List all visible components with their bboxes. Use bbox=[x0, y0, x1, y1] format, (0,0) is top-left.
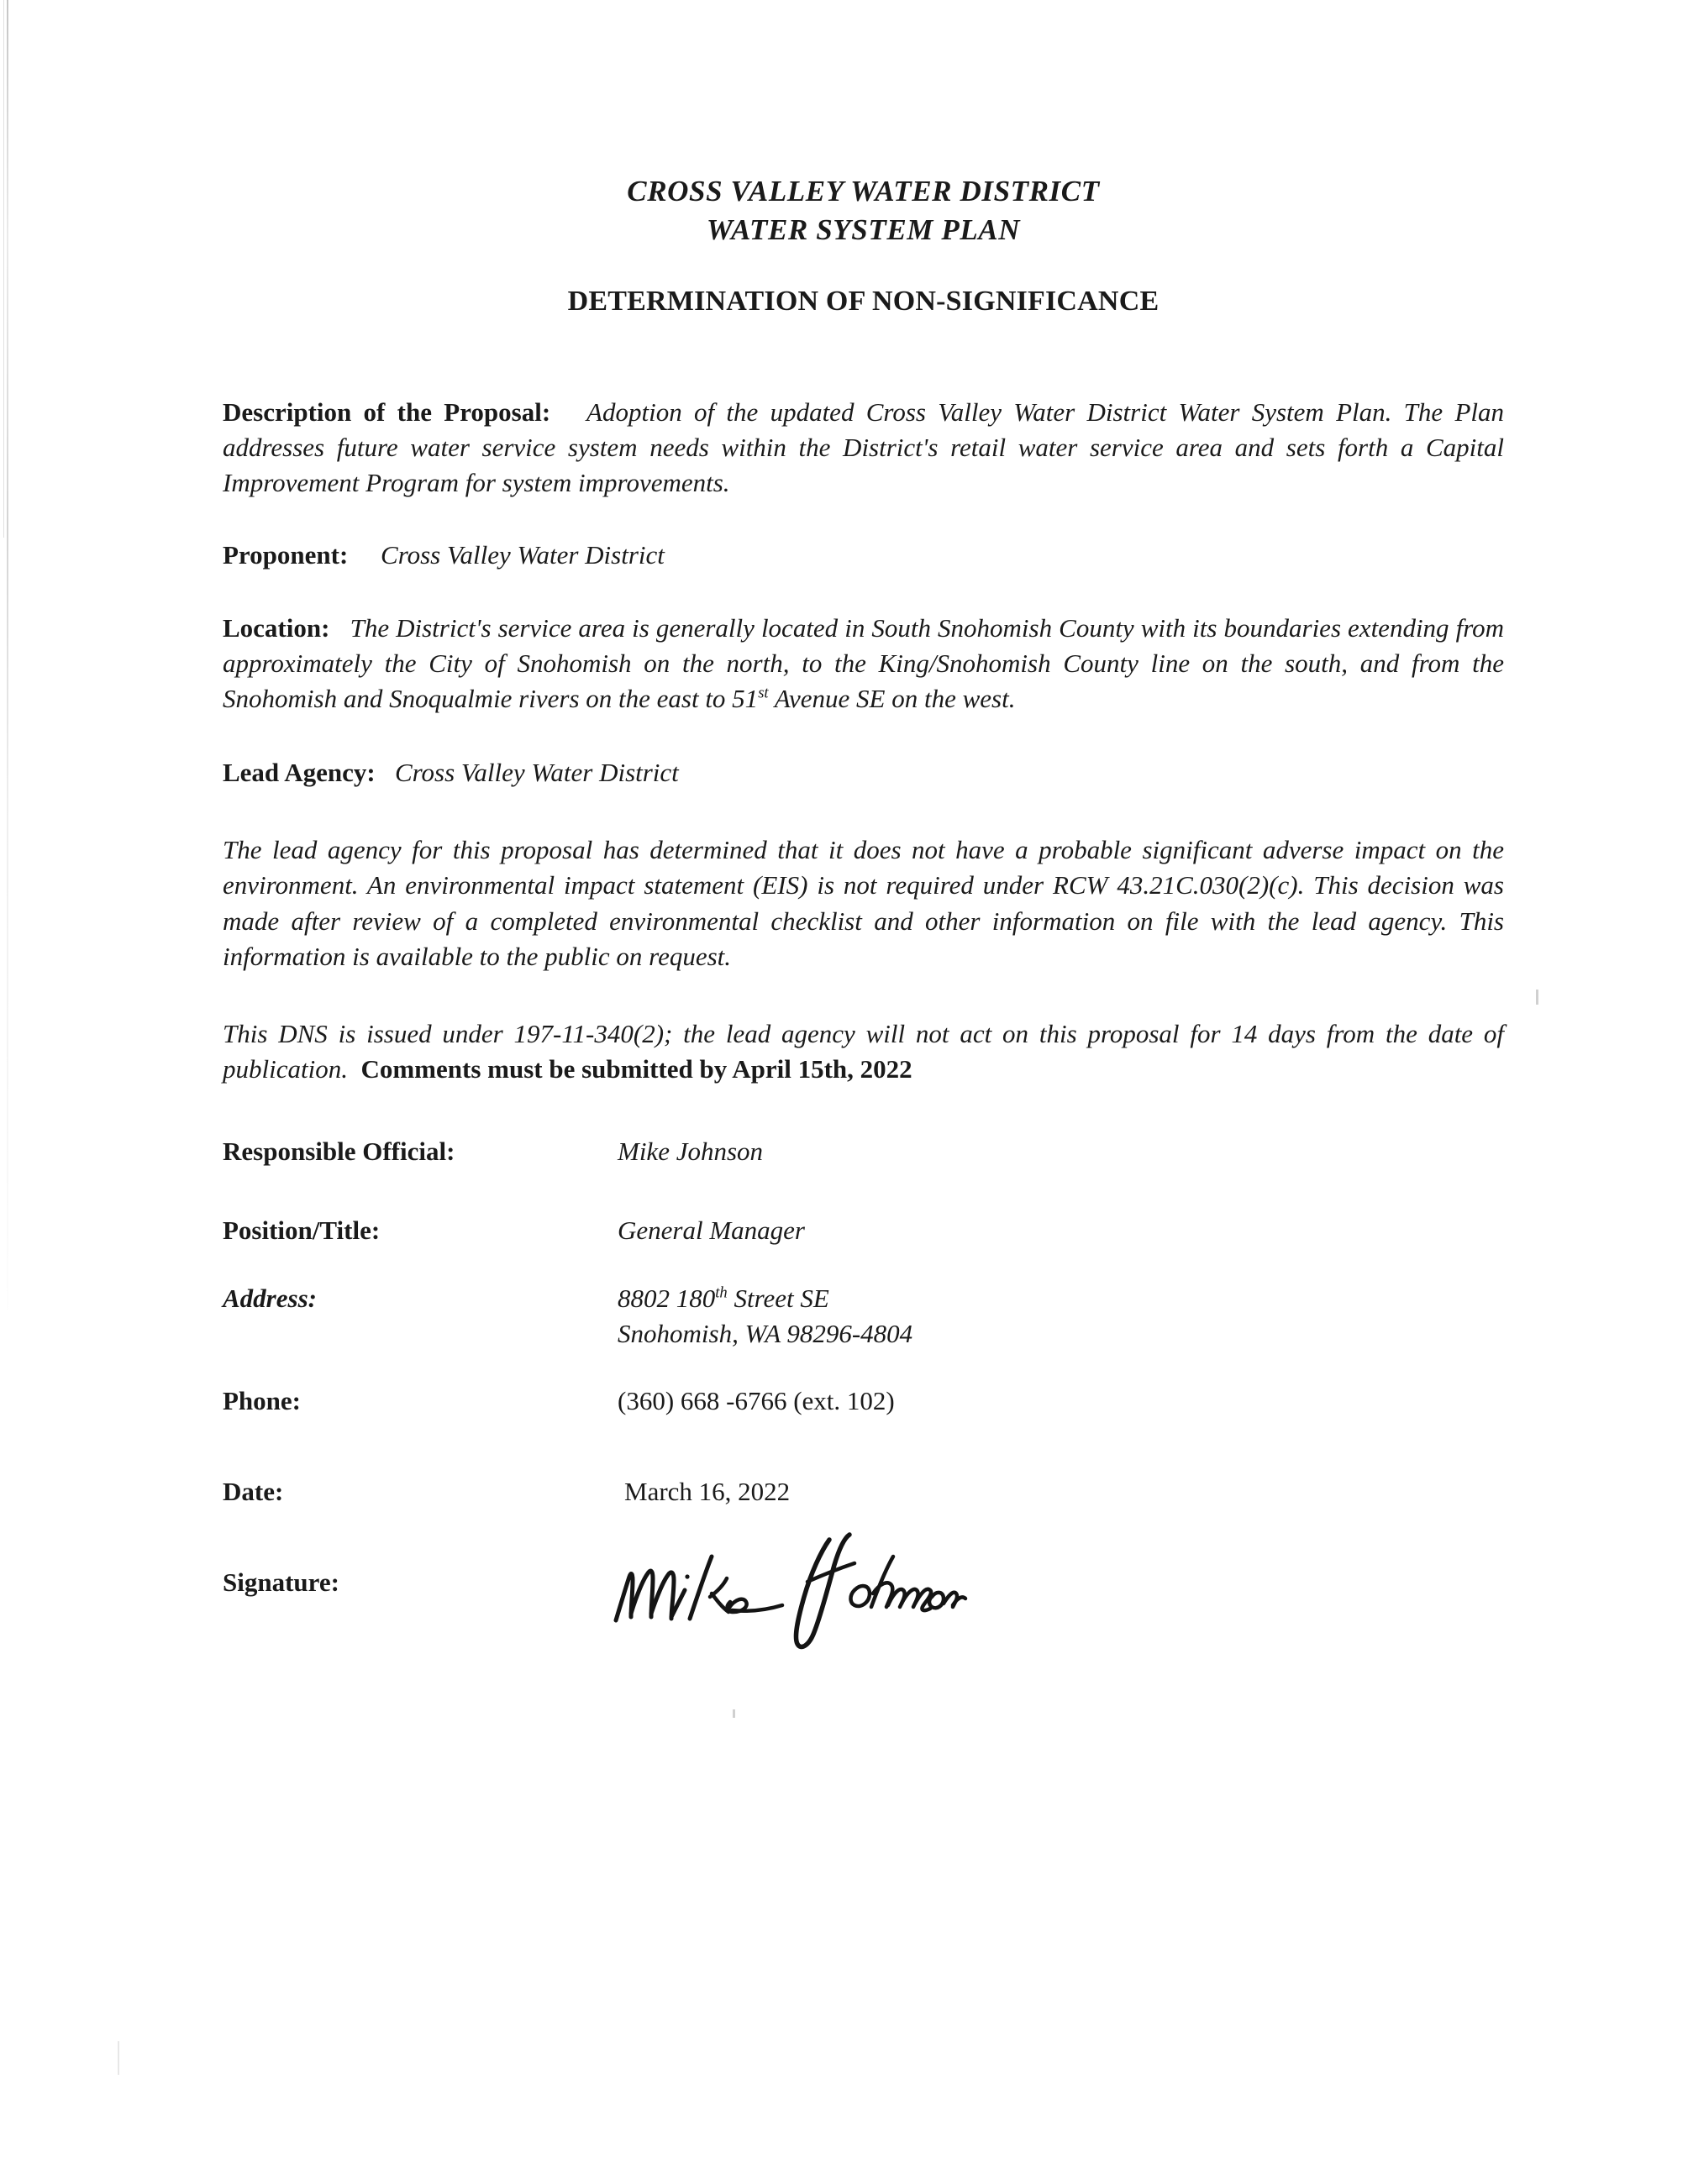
address-value bbox=[618, 1281, 1504, 1352]
address-street-name: Street SE bbox=[727, 1283, 829, 1313]
document-subtitle: DETERMINATION OF NON-SIGNIFICANCE bbox=[567, 286, 1160, 317]
scan-edge-artifact bbox=[7, 0, 8, 1310]
lead-agency-value: Cross Valley Water District bbox=[394, 758, 679, 788]
signature-label: Signature: bbox=[223, 1567, 339, 1598]
location-text-part-1: The District's service area is generally located in South Snohomish County with its boundaries extending from approximately the City of Snohomish on the north, to the King/Snohomish County line on the south, and from the Snohomish and Snoqualmie rivers on the east to 51 bbox=[223, 612, 1505, 713]
responsible-official-label: Responsible Official: bbox=[223, 1137, 455, 1167]
section-proponent bbox=[223, 538, 1504, 573]
field-row-position-title bbox=[223, 1213, 1504, 1248]
document-title bbox=[223, 172, 1504, 249]
description-label: Description of the Proposal: bbox=[223, 397, 551, 427]
location-label: Location: bbox=[223, 612, 330, 643]
signature-fields bbox=[223, 1134, 1504, 1666]
position-title-label: Position/Title: bbox=[223, 1215, 381, 1246]
date-value: March 16, 2022 bbox=[624, 1476, 791, 1506]
address-line-2: Snohomish, WA 98296-4804 bbox=[618, 1318, 913, 1348]
dns-notice-text: This DNS is issued under 197-11-340(2); the lead agency will not act on this proposal for 14 days from the date of publication. bbox=[223, 1018, 1504, 1084]
scan-edge-artifact-secondary bbox=[3, 0, 4, 538]
field-row-date bbox=[223, 1474, 1504, 1509]
field-row-signature bbox=[223, 1565, 1504, 1666]
address-street-number: 8802 180 bbox=[618, 1283, 716, 1313]
proponent-label: Proponent: bbox=[223, 540, 349, 570]
dns-comment-deadline: Comments must be submitted by April 15th, 2022 bbox=[360, 1054, 912, 1084]
location-ordinal-suffix: st bbox=[758, 684, 769, 702]
section-location bbox=[223, 611, 1504, 717]
proponent-value: Cross Valley Water District bbox=[381, 540, 665, 570]
field-spacer bbox=[223, 1249, 1504, 1281]
field-row-responsible-official bbox=[223, 1134, 1504, 1169]
responsible-official-value: Mike Johnson bbox=[618, 1137, 764, 1167]
section-description bbox=[223, 395, 1504, 501]
date-label: Date: bbox=[223, 1476, 284, 1506]
title-line-1: CROSS VALLEY WATER DISTRICT bbox=[627, 175, 1100, 207]
lead-agency-label: Lead Agency: bbox=[223, 758, 376, 788]
title-line-2: WATER SYSTEM PLAN bbox=[706, 213, 1021, 246]
handwritten-signature-icon bbox=[609, 1526, 970, 1661]
phone-label: Phone: bbox=[223, 1385, 301, 1415]
field-row-address bbox=[223, 1281, 1504, 1352]
signature-mark bbox=[618, 1565, 1504, 1666]
field-spacer bbox=[223, 1419, 1504, 1474]
field-spacer bbox=[223, 1169, 1504, 1213]
phone-value: (360) 668 -6766 (ext. 102) bbox=[618, 1385, 895, 1415]
scan-speck bbox=[733, 1709, 735, 1718]
address-ordinal-suffix: th bbox=[715, 1284, 728, 1302]
address-line-1 bbox=[618, 1281, 1504, 1316]
address-label: Address: bbox=[223, 1283, 317, 1313]
description-text: Adoption of the updated Cross Valley Water District Water System Plan. The Plan addresses future water service system needs within the District's retail water service area and sets forth a Capital Improvement Program for system improvements. bbox=[223, 397, 1505, 498]
position-title-value: General Manager bbox=[618, 1215, 805, 1246]
location-text-part-2: Avenue SE on the west. bbox=[768, 683, 1016, 713]
scan-speck bbox=[118, 2041, 119, 2075]
field-row-phone bbox=[223, 1383, 1504, 1419]
scan-speck bbox=[1536, 990, 1538, 1005]
section-lead-agency bbox=[223, 755, 1504, 790]
section-dns-notice bbox=[223, 1016, 1504, 1087]
section-determination: The lead agency for this proposal has determined that it does not have a probable significant adverse impact on the environment. An environmental impact statement (EIS) is not required under RCW 43.21C.030(2)(c). This decision was made after review of a completed environmental checklist and other information on file with the lead agency. This information is available to the public on request. bbox=[223, 835, 1504, 971]
field-spacer bbox=[223, 1352, 1504, 1383]
